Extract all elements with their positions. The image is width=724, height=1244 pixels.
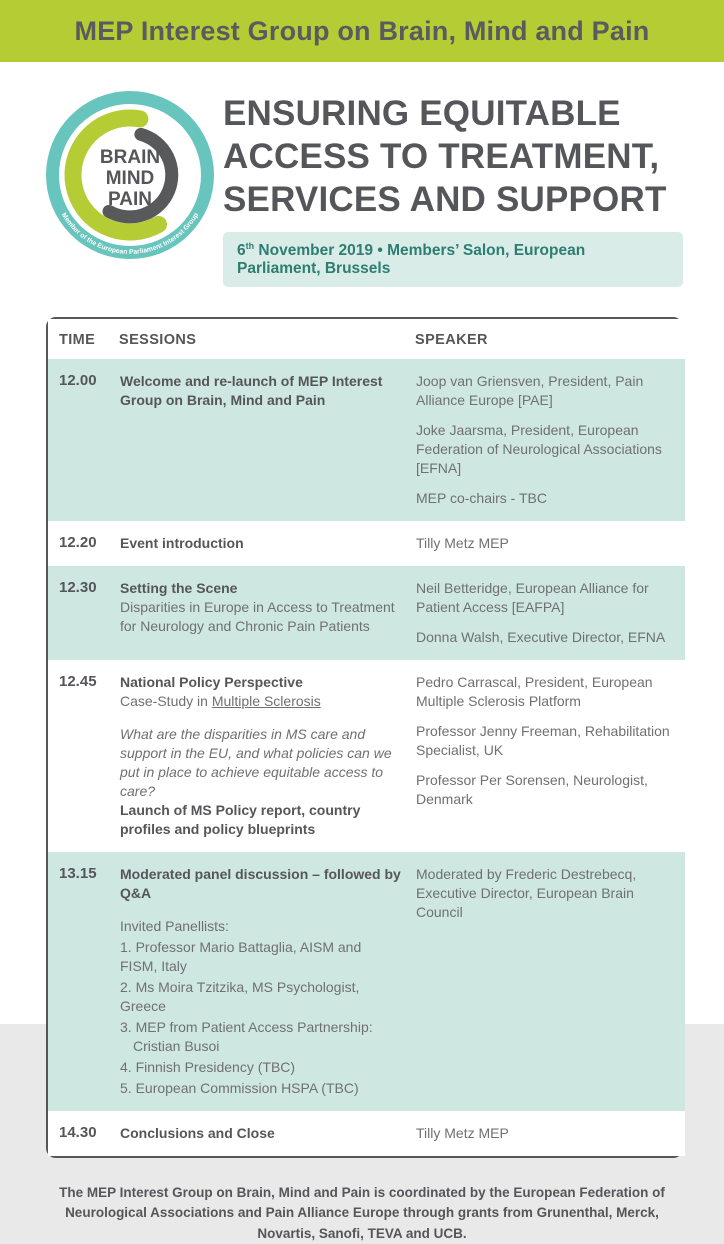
agenda-table-frame bbox=[46, 317, 683, 1158]
agenda-row bbox=[48, 566, 685, 660]
column-header-time: TIME bbox=[48, 319, 119, 359]
agenda-table bbox=[48, 319, 685, 1156]
session-text: Launch of MS Policy report, country profiles and policy blueprints bbox=[120, 802, 361, 838]
session-time: 13.15 bbox=[59, 865, 97, 883]
speaker-cell bbox=[415, 660, 685, 852]
session-text: Invited Panellists: bbox=[120, 918, 229, 935]
column-header-sessions: SESSIONS bbox=[119, 319, 415, 359]
speaker-text: Professor Per Sorensen, Neurologist, Denmark bbox=[416, 772, 648, 808]
hero-section bbox=[0, 62, 724, 287]
footer-note: The MEP Interest Group on Brain, Mind and Pain is coordinated by the European Federation of Neurological Associations and Pain Alliance Europe through grants from Grunenthal, Merck, Novartis, Sanofi, TEVA and UCB. bbox=[59, 1185, 665, 1241]
session-time: 12.45 bbox=[59, 673, 97, 691]
session-cell bbox=[119, 660, 415, 852]
event-title bbox=[223, 92, 683, 221]
session-text: Case-Study in Multiple Sclerosis bbox=[120, 693, 321, 710]
event-title-line-3: SERVICES AND SUPPORT bbox=[223, 180, 667, 219]
speaker-text: Pedro Carrascal, President, European Multiple Sclerosis Platform bbox=[416, 674, 653, 710]
session-text: Event introduction bbox=[120, 535, 244, 552]
date-ordinal-suffix: th bbox=[245, 241, 255, 251]
session-text: Setting the Scene bbox=[120, 580, 238, 597]
logo-ring-text: Member of the European Parliament Interest Group bbox=[59, 211, 201, 256]
speaker-cell bbox=[415, 852, 685, 1111]
session-time: 12.20 bbox=[59, 534, 97, 552]
agenda-row bbox=[48, 660, 685, 852]
agenda-row bbox=[48, 521, 685, 566]
session-text: 1. Professor Mario Battaglia, AISM and FISM, Italy bbox=[120, 939, 362, 975]
speaker-text: Donna Walsh, Executive Director, EFNA bbox=[416, 629, 666, 646]
logo-word-pain: PAIN bbox=[108, 189, 152, 210]
speaker-text: Moderated by Frederic Destrebecq, Executive Director, European Brain Council bbox=[416, 866, 637, 921]
speaker-cell bbox=[415, 566, 685, 660]
agenda-row bbox=[48, 359, 685, 521]
event-title-line-2: ACCESS TO TREATMENT, bbox=[223, 137, 660, 176]
speaker-text: MEP co-chairs - TBC bbox=[416, 490, 547, 507]
speaker-cell bbox=[415, 1111, 685, 1156]
agenda-header bbox=[48, 319, 685, 359]
session-cell bbox=[119, 359, 415, 521]
agenda-body bbox=[48, 359, 685, 1156]
speaker-text: Tilly Metz MEP bbox=[416, 1125, 509, 1142]
session-time: 14.30 bbox=[59, 1124, 97, 1142]
session-text: Cristian Busoi bbox=[133, 1038, 220, 1055]
session-text: 3. MEP from Patient Access Partnership: bbox=[120, 1019, 373, 1036]
speaker-text: Joke Jaarsma, President, European Federation of Neurological Associations [EFNA] bbox=[416, 422, 662, 477]
brain-mind-pain-logo bbox=[45, 90, 217, 287]
speaker-text: Joop van Griensven, President, Pain Alliance Europe [PAE] bbox=[416, 373, 644, 409]
top-banner bbox=[0, 0, 724, 62]
date-day: 6 bbox=[237, 242, 246, 260]
session-time: 12.30 bbox=[59, 579, 97, 597]
session-cell bbox=[119, 566, 415, 660]
speaker-cell bbox=[415, 521, 685, 566]
logo-word-mind: MIND bbox=[105, 168, 155, 189]
event-title-line-1: ENSURING EQUITABLE bbox=[223, 94, 621, 133]
session-time: 12.00 bbox=[59, 372, 97, 390]
session-text: Disparities in Europe in Access to Treatment for Neurology and Chronic Pain Patients bbox=[120, 599, 395, 635]
session-text: 4. Finnish Presidency (TBC) bbox=[120, 1059, 296, 1076]
speaker-text: Neil Betteridge, European Alliance for Patient Access [EAFPA] bbox=[416, 580, 649, 616]
agenda-row bbox=[48, 1111, 685, 1156]
speaker-text: Professor Jenny Freeman, Rehabilitation Specialist, UK bbox=[416, 723, 670, 759]
hero-text-block bbox=[223, 90, 683, 287]
speaker-cell bbox=[415, 359, 685, 521]
session-text: Welcome and re-launch of MEP Interest Group on Brain, Mind and Pain bbox=[120, 373, 383, 409]
session-text: 2. Ms Moira Tzitzika, MS Psychologist, Greece bbox=[120, 979, 360, 1015]
session-cell bbox=[119, 852, 415, 1111]
session-text: 5. European Commission HSPA (TBC) bbox=[120, 1080, 359, 1097]
banner-title: MEP Interest Group on Brain, Mind and Pain bbox=[74, 15, 650, 46]
session-cell bbox=[119, 1111, 415, 1156]
agenda-row bbox=[48, 852, 685, 1111]
session-cell bbox=[119, 521, 415, 566]
session-text: National Policy Perspective bbox=[120, 674, 303, 691]
session-text: What are the disparities in MS care and support in the EU, and what policies can we put in place to achieve equitable access to care? bbox=[120, 726, 392, 800]
event-date-location bbox=[223, 232, 683, 287]
speaker-text: Tilly Metz MEP bbox=[416, 535, 509, 552]
column-header-speaker: SPEAKER bbox=[415, 319, 685, 359]
underlined-text: Multiple Sclerosis bbox=[211, 693, 321, 710]
logo-word-brain: BRAIN bbox=[99, 147, 161, 168]
logo-graphic bbox=[45, 90, 215, 260]
session-text: Conclusions and Close bbox=[120, 1125, 275, 1142]
session-text: Moderated panel discussion – followed by Q&A bbox=[120, 866, 401, 902]
date-rest: November 2019 • Members’ Salon, European Parliament, Brussels bbox=[237, 242, 586, 278]
